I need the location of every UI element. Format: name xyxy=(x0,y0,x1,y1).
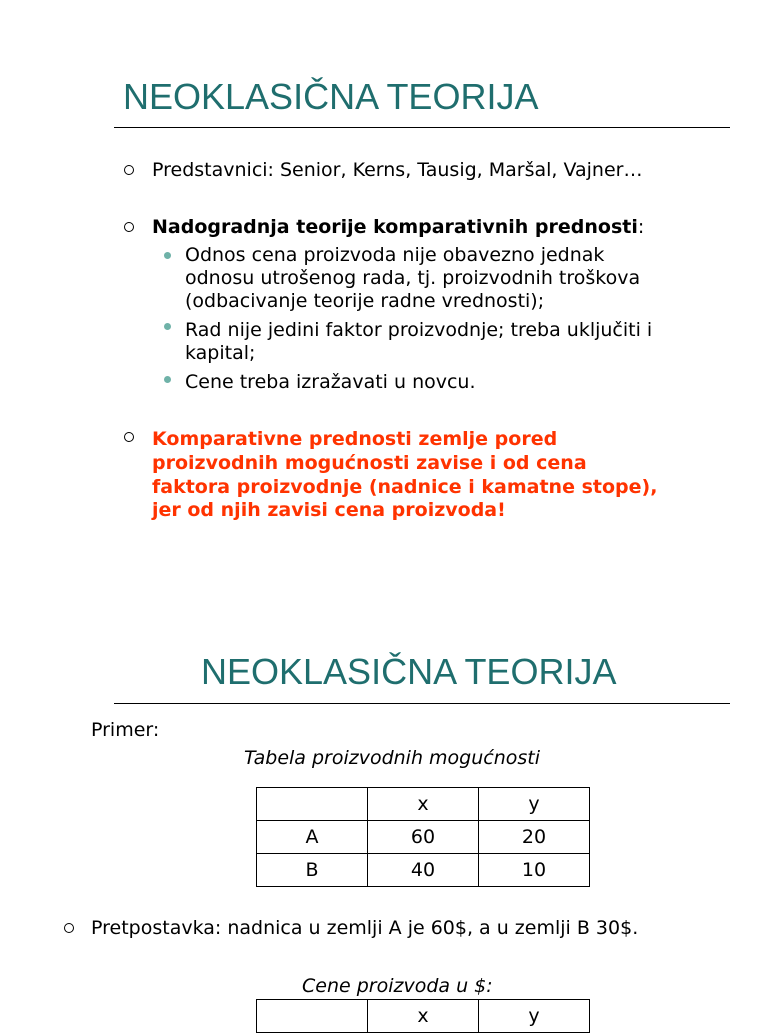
slide1-title-rule xyxy=(114,127,730,128)
table-cell: x xyxy=(368,788,479,821)
table-cell: y xyxy=(479,788,590,821)
sub-bullet-3-line1: Cene treba izražavati u novcu. xyxy=(185,371,476,393)
sub-bullet-2-line1: Rad nije jedini faktor proizvodnje; treba uključiti i xyxy=(185,319,653,341)
slide1-title: NEOKLASIČNA TEORIJA xyxy=(123,76,539,117)
emphasis-line1: Komparativne prednosti zemlje pored xyxy=(152,428,558,450)
sub-bullet-dot-icon xyxy=(164,323,171,330)
slide2-title: NEOKLASIČNA TEORIJA xyxy=(201,651,617,692)
emphasis-line4: jer od njih zavisi cena proizvoda! xyxy=(152,499,506,521)
table1-caption: Tabela proizvodnih mogućnosti xyxy=(244,747,541,769)
prices-table xyxy=(256,999,590,1033)
production-table xyxy=(256,787,590,887)
bullet-circle-icon xyxy=(124,222,134,232)
table-cell xyxy=(257,1000,368,1033)
table-cell: x xyxy=(368,1000,479,1033)
bullet-nadogradnja xyxy=(152,216,644,239)
table-cell: B xyxy=(257,854,368,887)
table-cell: 60 xyxy=(368,821,479,854)
primer-label: Primer: xyxy=(91,719,160,741)
table-header-row xyxy=(257,1000,590,1033)
table-cell: 20 xyxy=(479,821,590,854)
table-header-row xyxy=(257,788,590,821)
bullet-predstavnici: Predstavnici: Senior, Kerns, Tausig, Maršal, Vajner… xyxy=(152,159,643,181)
table-row xyxy=(257,821,590,854)
sub-bullet-1-line2: odnosu utrošenog rada, tj. proizvodnih troškova xyxy=(185,267,641,289)
emphasis-line2: proizvodnih mogućnosti zavise i od cena xyxy=(152,452,587,474)
table-cell: A xyxy=(257,821,368,854)
assumption-text: Pretpostavka: nadnica u zemlji A je 60$, a u zemlji B 30$. xyxy=(91,917,639,939)
bullet-circle-icon xyxy=(64,923,74,933)
sub-bullet-dot-icon xyxy=(164,376,171,383)
table-cell: 40 xyxy=(368,854,479,887)
bullet-nadogradnja-colon: : xyxy=(637,216,645,238)
sub-bullet-2-line2: kapital; xyxy=(185,342,256,364)
table-cell: y xyxy=(479,1000,590,1033)
bullet-circle-icon xyxy=(124,432,134,442)
sub-bullet-1-line1: Odnos cena proizvoda nije obavezno jednak xyxy=(185,244,605,266)
bullet-circle-icon xyxy=(124,165,134,175)
bullet-nadogradnja-bold: Nadogradnja teorije komparativnih prednosti xyxy=(152,216,638,238)
table-cell xyxy=(257,788,368,821)
table-cell: 10 xyxy=(479,854,590,887)
sub-bullet-dot-icon xyxy=(164,252,171,259)
sub-bullet-1-line3: (odbacivanje teorije radne vrednosti); xyxy=(185,290,545,312)
table-row xyxy=(257,854,590,887)
slide2-title-rule xyxy=(114,703,730,704)
table2-caption: Cene proizvoda u $: xyxy=(302,975,493,997)
emphasis-line3: faktora proizvodnje (nadnice i kamatne stope), xyxy=(152,476,658,498)
